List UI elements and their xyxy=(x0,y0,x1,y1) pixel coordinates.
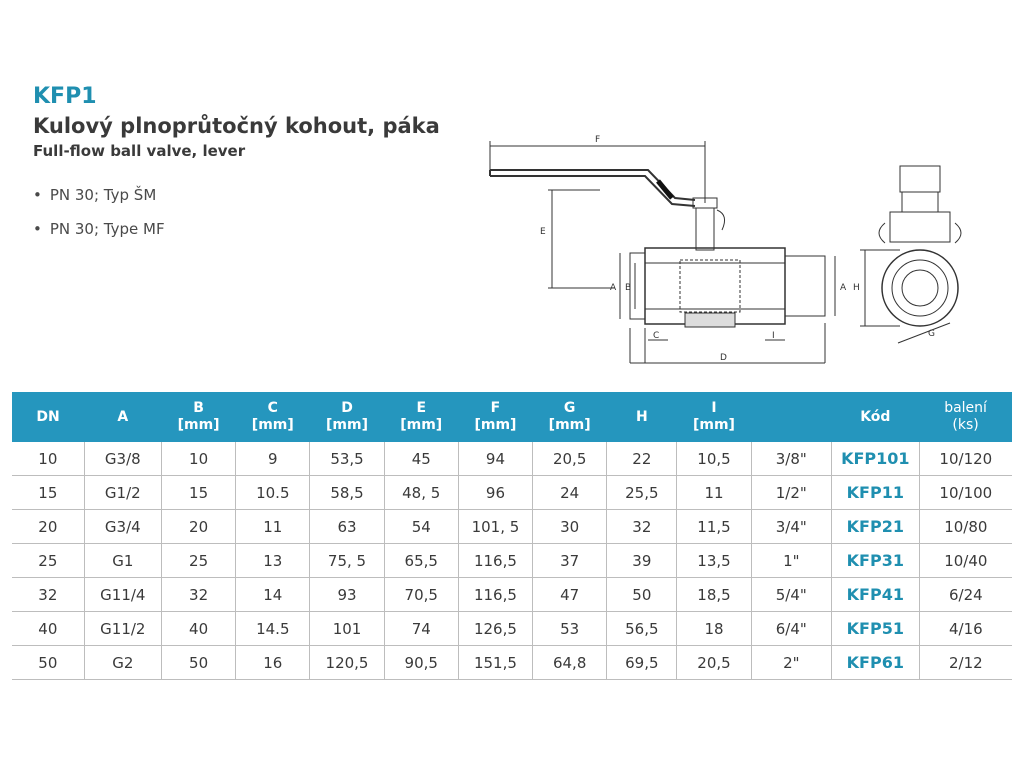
table-cell: 54 xyxy=(384,510,458,544)
col-header-dn: DN xyxy=(36,408,60,425)
table-header-row xyxy=(12,392,1012,442)
table-cell: 101 xyxy=(310,612,384,646)
table-cell: 45 xyxy=(384,442,458,476)
table-cell: 2" xyxy=(751,646,831,680)
table-cell: 10/120 xyxy=(919,442,1012,476)
table-cell: 30 xyxy=(533,510,607,544)
table-row xyxy=(12,646,1012,680)
spec-table xyxy=(12,392,1012,680)
table-cell: 50 xyxy=(161,646,235,680)
table-cell: 16 xyxy=(236,646,310,680)
table-cell: 11 xyxy=(236,510,310,544)
table-cell: 53 xyxy=(533,612,607,646)
dim-label-f: F xyxy=(595,135,601,145)
dim-label-i: I xyxy=(772,331,775,341)
table-cell: 6/4" xyxy=(751,612,831,646)
table-cell: 13,5 xyxy=(677,544,751,578)
table-cell: 53,5 xyxy=(310,442,384,476)
table-cell: 39 xyxy=(607,544,677,578)
table-cell: 64,8 xyxy=(533,646,607,680)
col-header-f: F [mm] xyxy=(474,400,517,433)
col-header-d: D [mm] xyxy=(326,400,368,433)
table-cell: 10/80 xyxy=(919,510,1012,544)
product-title-cz: Kulový plnoprůtočný kohout, páka xyxy=(33,114,440,138)
table-cell: 13 xyxy=(236,544,310,578)
table-cell: G1/2 xyxy=(84,476,161,510)
dim-label-d: D xyxy=(720,353,727,363)
table-cell: 5/4" xyxy=(751,578,831,612)
product-code-cell: KFP21 xyxy=(832,510,920,544)
table-cell: 14 xyxy=(236,578,310,612)
table-cell: 22 xyxy=(607,442,677,476)
col-header-a: A xyxy=(117,408,129,425)
table-cell: 4/16 xyxy=(919,612,1012,646)
table-cell: 69,5 xyxy=(607,646,677,680)
table-cell: 50 xyxy=(607,578,677,612)
col-header-kod: Kód xyxy=(860,408,891,425)
col-header-h: H xyxy=(635,408,648,425)
table-cell: 90,5 xyxy=(384,646,458,680)
table-cell: 10.5 xyxy=(236,476,310,510)
col-header-size xyxy=(751,392,831,442)
table-cell: 101, 5 xyxy=(458,510,532,544)
table-cell: 11,5 xyxy=(677,510,751,544)
table-row xyxy=(12,476,1012,510)
table-row xyxy=(12,510,1012,544)
table-cell: 74 xyxy=(384,612,458,646)
table-cell: 32 xyxy=(161,578,235,612)
table-cell: 18 xyxy=(677,612,751,646)
table-body xyxy=(12,442,1012,680)
table-cell: 116,5 xyxy=(458,544,532,578)
table-cell: 70,5 xyxy=(384,578,458,612)
table-cell: 15 xyxy=(161,476,235,510)
table-cell: 3/8" xyxy=(751,442,831,476)
table-row xyxy=(12,544,1012,578)
table-cell: 20,5 xyxy=(533,442,607,476)
product-code-cell: KFP101 xyxy=(832,442,920,476)
table-cell: 96 xyxy=(458,476,532,510)
spec-item: • PN 30; Typ ŠM xyxy=(33,186,165,204)
product-code-cell: KFP51 xyxy=(832,612,920,646)
table-cell: 20 xyxy=(12,510,84,544)
table-row xyxy=(12,612,1012,646)
table-cell: 10 xyxy=(12,442,84,476)
table-cell: 94 xyxy=(458,442,532,476)
table-cell: 47 xyxy=(533,578,607,612)
table-cell: 120,5 xyxy=(310,646,384,680)
table-cell: 14.5 xyxy=(236,612,310,646)
table-cell: 10/40 xyxy=(919,544,1012,578)
col-header-c: C [mm] xyxy=(251,400,294,433)
table-cell: 50 xyxy=(12,646,84,680)
table-cell: 63 xyxy=(310,510,384,544)
spec-list xyxy=(33,186,165,254)
table-row xyxy=(12,578,1012,612)
dim-label-a: A xyxy=(610,283,617,293)
col-header-i: I [mm] xyxy=(692,400,735,433)
dim-label-h: H xyxy=(853,283,860,293)
table-cell: 3/4" xyxy=(751,510,831,544)
valve-technical-drawing xyxy=(480,128,980,378)
table-cell: G3/8 xyxy=(84,442,161,476)
table-cell: 24 xyxy=(533,476,607,510)
table-cell: 75, 5 xyxy=(310,544,384,578)
table-cell: 20,5 xyxy=(677,646,751,680)
table-cell: 32 xyxy=(12,578,84,612)
table-cell: 126,5 xyxy=(458,612,532,646)
dim-label-e: E xyxy=(540,227,546,237)
table-cell: 25 xyxy=(161,544,235,578)
table-cell: 48, 5 xyxy=(384,476,458,510)
table-cell: 6/24 xyxy=(919,578,1012,612)
table-cell: 1/2" xyxy=(751,476,831,510)
table-row xyxy=(12,442,1012,476)
table-cell: G2 xyxy=(84,646,161,680)
table-cell: 10,5 xyxy=(677,442,751,476)
table-cell: 15 xyxy=(12,476,84,510)
table-cell: G1 xyxy=(84,544,161,578)
table-cell: 25,5 xyxy=(607,476,677,510)
col-header-e: E [mm] xyxy=(400,400,443,433)
product-code-cell: KFP11 xyxy=(832,476,920,510)
product-code: KFP1 xyxy=(33,84,97,109)
dim-label-g: G xyxy=(928,329,935,339)
dim-label-c: C xyxy=(653,331,660,341)
table-cell: 40 xyxy=(12,612,84,646)
table-cell: 116,5 xyxy=(458,578,532,612)
table-cell: 40 xyxy=(161,612,235,646)
table-cell: G11/2 xyxy=(84,612,161,646)
table-cell: 25 xyxy=(12,544,84,578)
product-code-cell: KFP41 xyxy=(832,578,920,612)
dim-label-a-right: A xyxy=(840,283,847,293)
table-cell: 1" xyxy=(751,544,831,578)
table-cell: 20 xyxy=(161,510,235,544)
col-header-baleni: balení (ks) xyxy=(944,400,987,433)
table-cell: 151,5 xyxy=(458,646,532,680)
table-cell: 37 xyxy=(533,544,607,578)
col-header-b: B [mm] xyxy=(177,400,220,433)
spec-item: • PN 30; Type MF xyxy=(33,220,165,238)
table-cell: 9 xyxy=(236,442,310,476)
table-cell: 65,5 xyxy=(384,544,458,578)
col-header-g: G [mm] xyxy=(548,400,591,433)
product-code-cell: KFP61 xyxy=(832,646,920,680)
table-cell: 58,5 xyxy=(310,476,384,510)
table-cell: 18,5 xyxy=(677,578,751,612)
table-cell: 11 xyxy=(677,476,751,510)
product-title-en: Full-flow ball valve, lever xyxy=(33,142,246,160)
product-code-cell: KFP31 xyxy=(832,544,920,578)
table-cell: 56,5 xyxy=(607,612,677,646)
table-cell: 32 xyxy=(607,510,677,544)
table-cell: G11/4 xyxy=(84,578,161,612)
table-cell: 10/100 xyxy=(919,476,1012,510)
table-cell: 2/12 xyxy=(919,646,1012,680)
dim-label-b: B xyxy=(625,283,632,293)
table-cell: 93 xyxy=(310,578,384,612)
table-cell: G3/4 xyxy=(84,510,161,544)
table-cell: 10 xyxy=(161,442,235,476)
